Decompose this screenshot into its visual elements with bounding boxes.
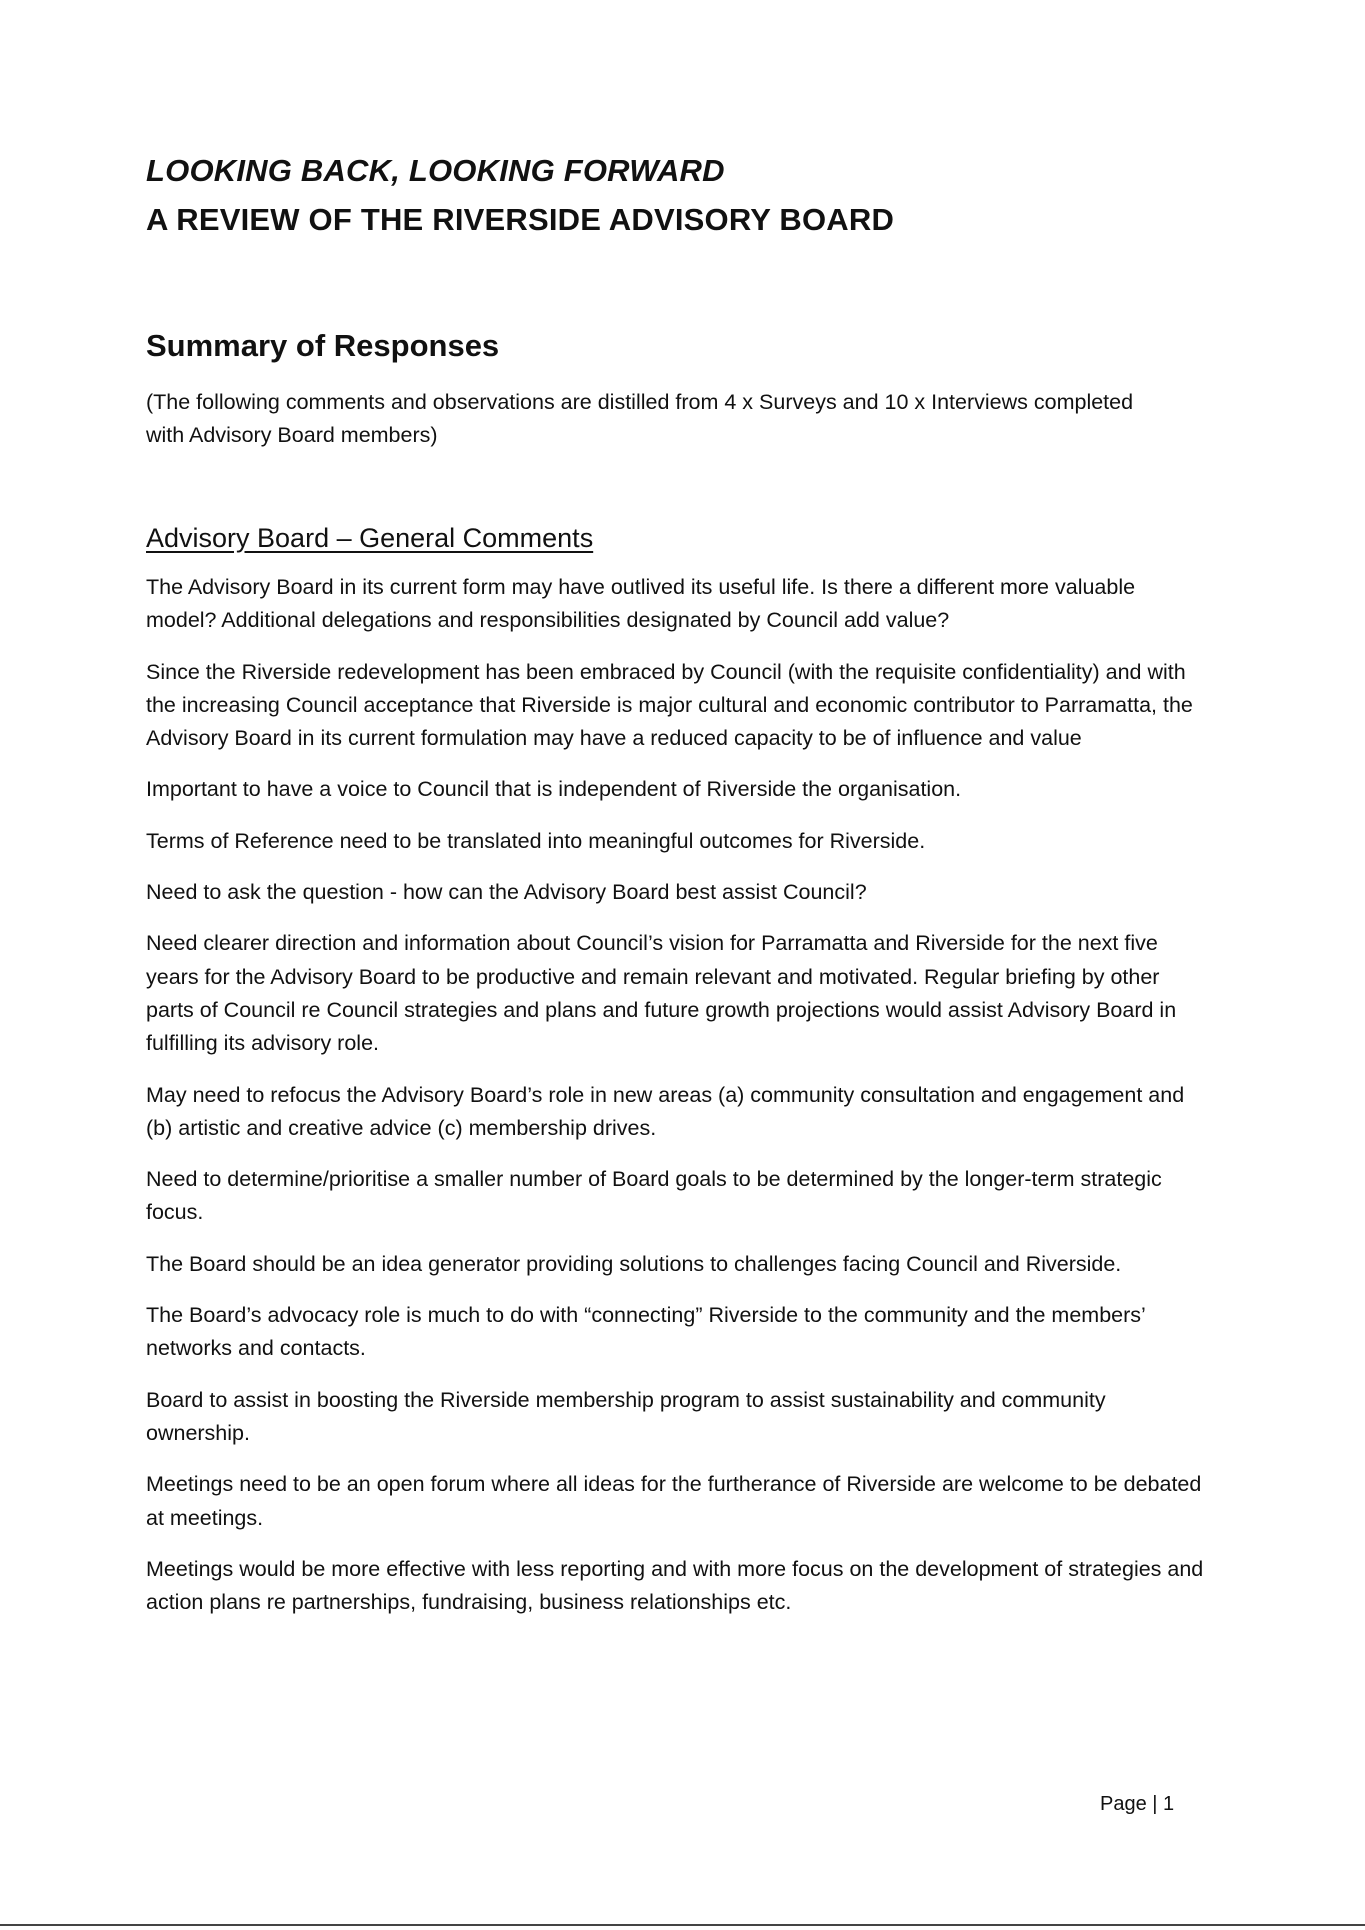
page-bottom-divider [0,1924,1365,1926]
comment-paragraph: Since the Riverside redevelopment has been embraced by Council (with the requisite confidentiality) and with the increasing Council acceptance that Riverside is major cultural and economic contributor to Parramatta, the Advisory Board in its current formulation may have a reduced capacity to be of influence and value [146,659,1193,751]
comment-paragraph: May need to refocus the Advisory Board’s role in new areas (a) community consultation and engagement and (b) artistic and creative advice (c) membership drives. [146,1082,1185,1140]
comment-paragraph: Meetings would be more effective with less reporting and with more focus on the development of strategies and action plans re partnerships, fundraising, business relationships etc. [146,1556,1204,1615]
comment-paragraph: Board to assist in boosting the Riverside membership program to assist sustainability and community ownership. [146,1387,1106,1445]
comment-paragraph: The Board’s advocacy role is much to do with “connecting” Riverside to the community and the members’ networks and contacts. [146,1303,1146,1361]
comment-paragraph: The Advisory Board in its current form may have outlived its useful life. Is there a different more valuable model? Additional delegations and responsibilities designated by Council add value? [146,575,1136,633]
comment-paragraph: Meetings need to be an open forum where all ideas for the furtherance of Riverside are welcome to be debated at meetings. [146,1472,1202,1530]
title-line-2: A REVIEW OF THE RIVERSIDE ADVISORY BOARD [146,202,895,237]
intro-paragraph: (The following comments and observations are distilled from 4 x Surveys and 10 x Interviews completed with Advisory Board members) [146,390,1134,447]
comment-paragraph: Terms of Reference need to be translated into meaningful outcomes for Riverside. [146,828,926,853]
page-content [146,146,1206,1637]
document-title [146,146,1206,244]
summary-heading: Summary of Responses [146,328,500,363]
comment-paragraph: Need to determine/prioritise a smaller number of Board goals to be determined by the longer-term strategic focus. [146,1167,1162,1225]
section-heading-general-comments: Advisory Board – General Comments [146,523,594,553]
comment-paragraph: Need to ask the question - how can the Advisory Board best assist Council? [146,880,867,905]
page-number: Page | 1 [1100,1793,1175,1815]
comment-paragraph: Need clearer direction and information about Council’s vision for Parramatta and Riverside for the next five years for the Advisory Board to be productive and remain relevant and motivated. Regular briefing by other parts of Council re Council strategies and plans and future growth projections would assist Advisory Board in fulfilling its advisory role. [146,931,1177,1056]
comment-paragraph: The Board should be an idea generator providing solutions to challenges facing Council and Riverside. [146,1251,1122,1276]
comment-paragraph: Important to have a voice to Council that is independent of Riverside the organisation. [146,777,962,802]
comments-list [146,571,1206,1619]
title-line-1: LOOKING BACK, LOOKING FORWARD [146,153,725,188]
